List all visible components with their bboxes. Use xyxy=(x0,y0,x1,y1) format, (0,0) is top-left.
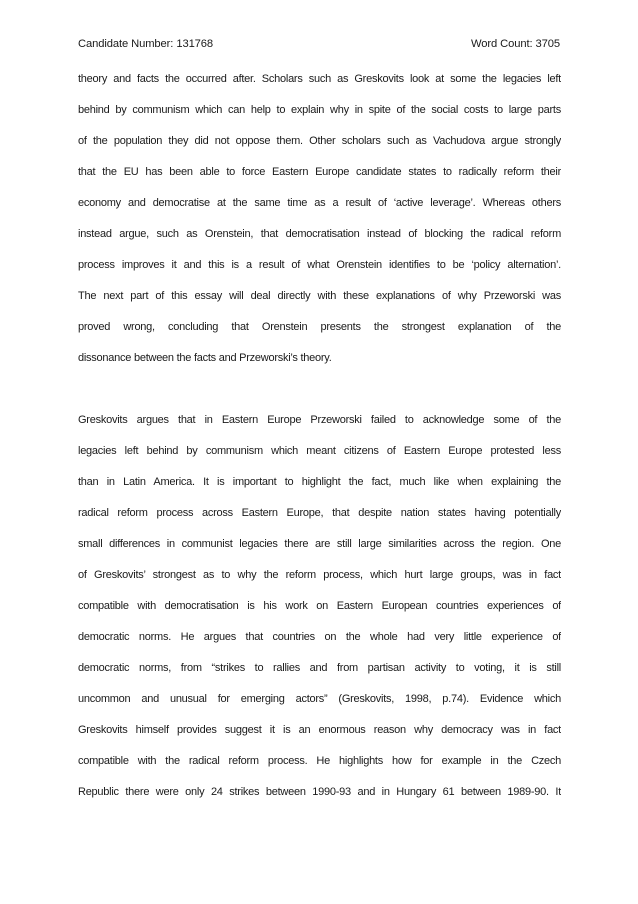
text-line: that the EU has been able to force Eastern Europe candidate states to radically reform their xyxy=(78,166,561,178)
text-line: Greskovits argues that in Eastern Europe Przeworski failed to acknowledge some of the xyxy=(78,414,561,426)
document-body xyxy=(78,64,561,808)
paragraph xyxy=(78,64,561,374)
text-line: democratic norms. He argues that countries on the whole had very little experience of xyxy=(78,631,561,643)
text-line: legacies left behind by communism which meant citizens of Eastern Europe protested less xyxy=(78,445,561,457)
text-line: small differences in communist legacies there are still large similarities across the region. One xyxy=(78,538,561,550)
text-line: democratic norms, from “strikes to rallies and from partisan activity to voting, it is still xyxy=(78,662,561,674)
page-header xyxy=(78,38,560,56)
text-line: proved wrong, concluding that Orenstein presents the strongest explanation of the xyxy=(78,321,561,333)
text-line: behind by communism which can help to explain why in spite of the social costs to large parts xyxy=(78,104,561,116)
text-line: uncommon and unusual for emerging actors” (Greskovits, 1998, p.74). Evidence which xyxy=(78,693,561,705)
text-line: compatible with the radical reform process. He highlights how for example in the Czech xyxy=(78,755,561,767)
text-line: of Greskovits’ strongest as to why the reform process, which hurt large groups, was in fact xyxy=(78,569,561,581)
paragraph-gap xyxy=(78,374,561,405)
text-line: Republic there were only 24 strikes between 1990-93 and in Hungary 61 between 1989-90. It xyxy=(78,786,561,798)
text-line: compatible with democratisation is his work on Eastern European countries experiences of xyxy=(78,600,561,612)
text-line: process improves it and this is a result of what Orenstein identifies to be ‘policy alternation’. xyxy=(78,259,561,271)
text-line: dissonance between the facts and Przeworski’s theory. xyxy=(78,352,332,364)
paragraph xyxy=(78,405,561,808)
text-line: of the population they did not oppose them. Other scholars such as Vachudova argue strongly xyxy=(78,135,561,147)
text-line: instead argue, such as Orenstein, that democratisation instead of blocking the radical reform xyxy=(78,228,561,240)
text-line: theory and facts the occurred after. Scholars such as Greskovits look at some the legacies left xyxy=(78,73,561,85)
text-line: radical reform process across Eastern Europe, that despite nation states having potentially xyxy=(78,507,561,519)
word-count: Word Count: 3705 xyxy=(471,38,560,50)
text-line: Greskovits himself provides suggest it is an enormous reason why democracy was in fact xyxy=(78,724,561,736)
text-line: The next part of this essay will deal directly with these explanations of why Przeworski was xyxy=(78,290,561,302)
candidate-number: Candidate Number: 131768 xyxy=(78,38,214,50)
text-line: than in Latin America. It is important to highlight the fact, much like when explaining the xyxy=(78,476,561,488)
text-line: economy and democratise at the same time as a result of ‘active leverage’. Whereas others xyxy=(78,197,561,209)
